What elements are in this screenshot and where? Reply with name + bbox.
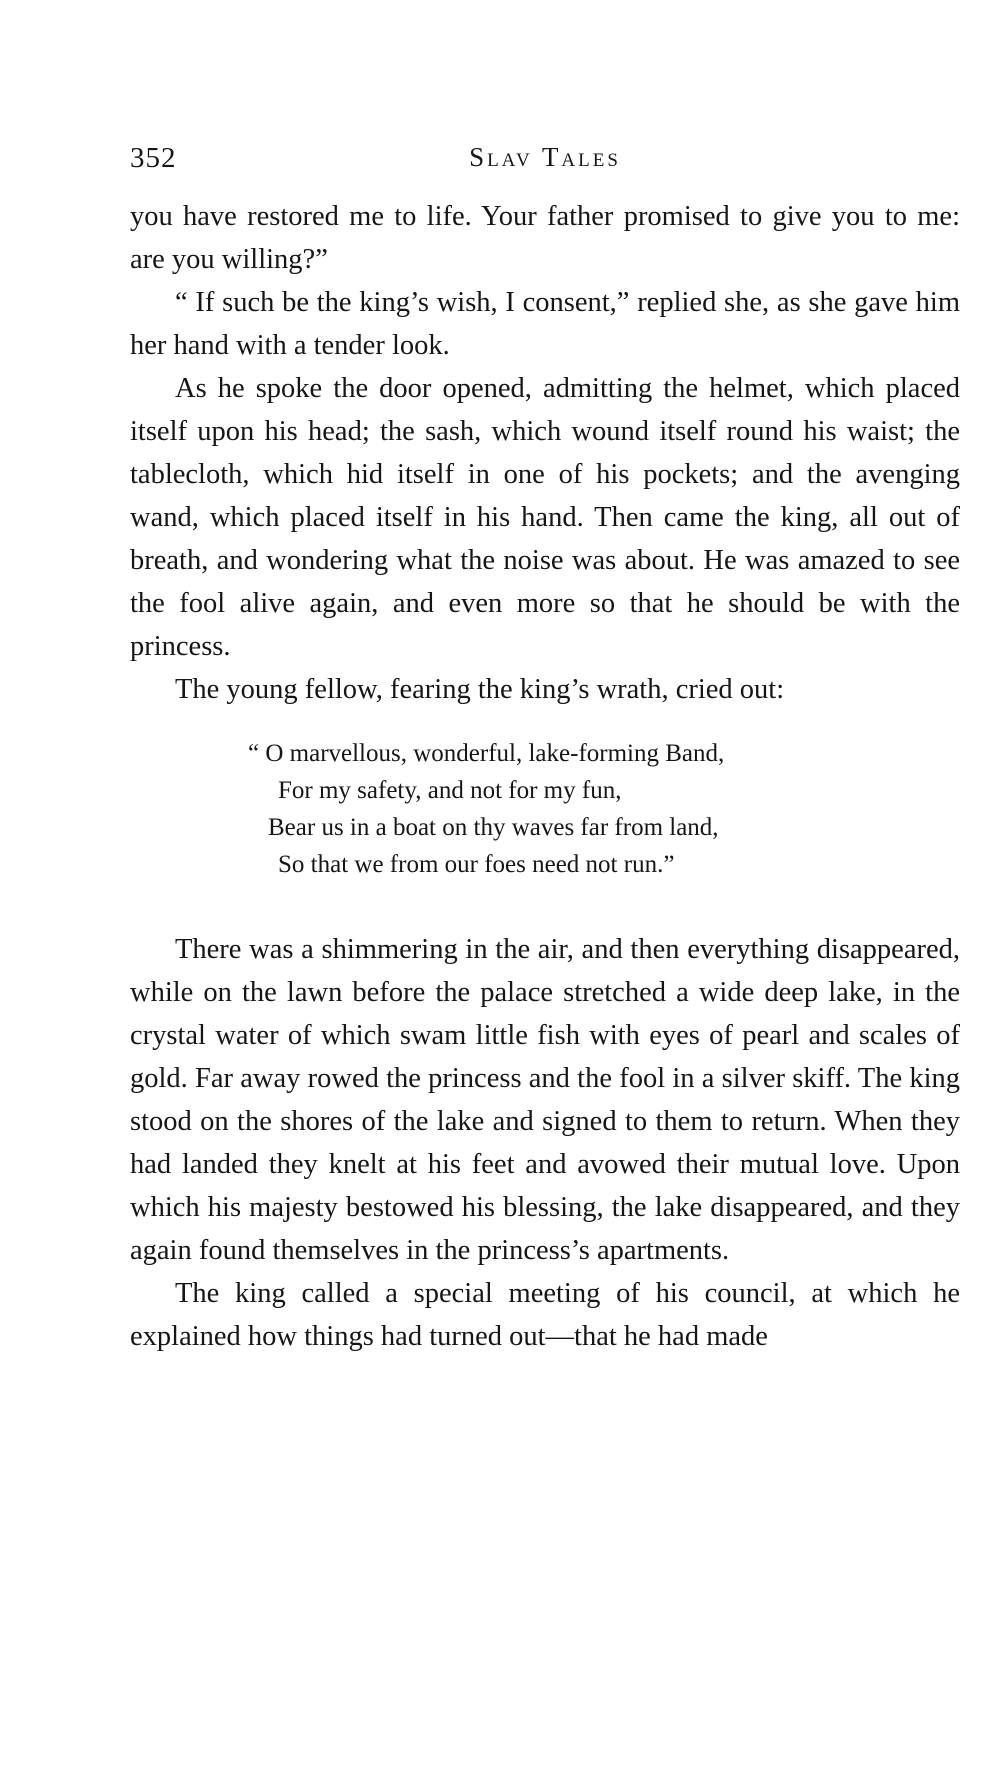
paragraph: As he spoke the door opened, admitting the helmet, which placed itself upon his head; the sash, which wound itself round his waist; the tablecloth, which hid itself in one of his pockets; and the avenging wand, which placed itself in his hand. Then came the king, all out of breath, and wondering what the noise was about. He was amazed to see the fool alive again, and even more so that he should be with the princess. xyxy=(130,373,960,662)
paragraph: There was a shimmering in the air, and then everything disappeared, while on the lawn before the palace stretched a wide deep lake, in the crystal water of which swam little fish with eyes of pearl and scales of gold. Far away rowed the princess and the fool in a silver skiff. The king stood on the shores of the lake and signed to them to return. When they had landed they knelt at his feet and avowed their mutual love. Upon which his majesty bestowed his blessing, the lake disappeared, and they again found themselves in the princess’s apartments. xyxy=(130,934,960,1266)
verse-line: “ O marvellous, wonderful, lake-forming Band, xyxy=(248,740,725,767)
verse-line: So that we from our foes need not run.” xyxy=(278,851,675,878)
page-number: 352 xyxy=(130,142,177,174)
paragraph: The young fellow, fearing the king’s wrath, cried out: xyxy=(175,674,785,705)
paragraph: you have restored me to life. Your father promised to give you to me: are you willing?” xyxy=(130,201,960,275)
body-text xyxy=(130,195,960,1358)
running-title: Slav Tales xyxy=(469,142,621,172)
verse-line: For my safety, and not for my fun, xyxy=(278,777,622,804)
page-header xyxy=(130,142,960,182)
verse-block xyxy=(130,735,960,883)
paragraph: The king called a special meeting of his council, at which he explained how things had turned out—that he had made xyxy=(130,1278,960,1352)
paragraph: “ If such be the king’s wish, I consent,” replied she, as she gave him her hand with a tender look. xyxy=(130,287,960,361)
verse-line: Bear us in a boat on thy waves far from land, xyxy=(268,814,719,841)
